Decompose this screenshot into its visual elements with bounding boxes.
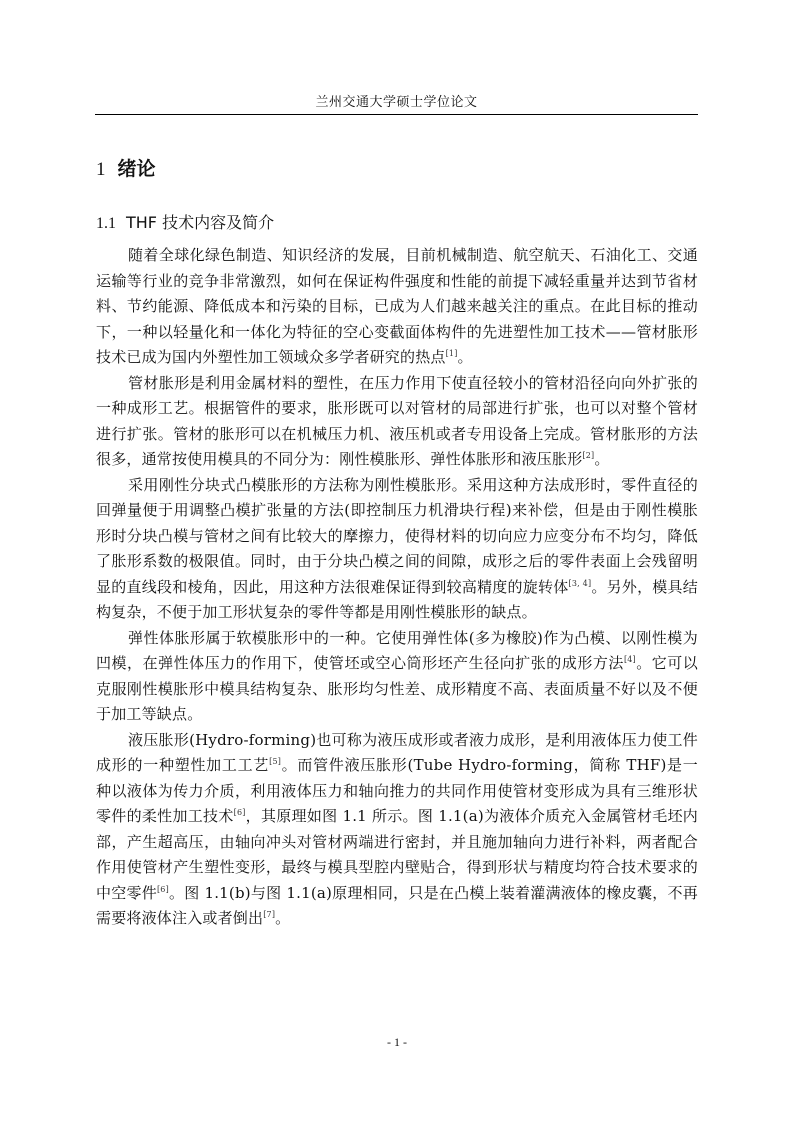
running-header: 兰州交通大学硕士学位论文 bbox=[315, 95, 478, 110]
section-title: THF 技术内容及简介 bbox=[126, 213, 275, 232]
citation-ref: [4] bbox=[623, 655, 636, 664]
paragraph-text: 。 bbox=[594, 450, 610, 468]
paragraph-text: 液压胀形(Hydro-forming)也可称为液压成形或者液力成形，是利用液体压力使工件成形的一种塑性加工工艺 bbox=[96, 730, 698, 774]
paragraph-text: 弹性体胀形属于软模胀形中的一种。它使用弹性体(多为橡胶)作为凸模、以刚性模为凹模，在弹性体压力的作用下，使管坯或空心筒形坯产生径向扩张的成形方法 bbox=[96, 628, 698, 672]
paragraph-text: 。图 1.1(b)与图 1.1(a)原理相同，只是在凸模上装着灌满液体的橡皮囊，不再需要将液体注入或者倒出 bbox=[96, 883, 698, 927]
header-rule bbox=[95, 114, 698, 115]
citation-ref: [1] bbox=[445, 349, 458, 358]
paragraph-5 bbox=[96, 728, 698, 932]
paragraph-text: 。 bbox=[275, 909, 291, 927]
paragraph-text: 。 bbox=[457, 348, 473, 366]
paragraph-1 bbox=[96, 243, 698, 371]
paragraph-text: 。另外，模具结构复杂，不便于加工形状复杂的零件等都是用刚性模胀形的缺点。 bbox=[96, 577, 698, 621]
section-heading bbox=[96, 211, 274, 236]
citation-ref: [5] bbox=[269, 757, 282, 766]
paragraph-2 bbox=[96, 371, 698, 473]
paragraph-text: 。它可以克服刚性模胀形中模具结构复杂、胀形均匀性差、成形精度不高、表面质量不好以及不便于加工等缺点。 bbox=[96, 654, 698, 723]
body-text bbox=[96, 243, 698, 932]
citation-ref: [3, 4] bbox=[568, 578, 592, 588]
citation-ref: [6] bbox=[156, 884, 169, 894]
citation-ref: [6] bbox=[233, 808, 246, 817]
paragraph-text: 管材胀形是利用金属材料的塑性，在压力作用下使直径较小的管材沿径向向外扩张的一种成形工艺。根据管件的要求，胀形既可以对管材的局部进行扩张，也可以对整个管材进行扩张。管材的胀形可以在机械压力机、液压机或者专用设备上完成。管材胀形的方法很多，通常按使用模具的不同分为：刚性模胀形、弹性体胀形和液压胀形 bbox=[96, 373, 698, 468]
page-number: - 1 - bbox=[387, 1035, 407, 1049]
paragraph-3 bbox=[96, 473, 698, 626]
chapter-heading bbox=[96, 156, 156, 183]
citation-ref: [7] bbox=[263, 910, 276, 919]
paragraph-4 bbox=[96, 626, 698, 728]
chapter-title: 绪论 bbox=[117, 158, 156, 180]
paragraph-text: ，其原理如图 1.1 所示。图 1.1(a)为液体介质充入金属管材毛坯内部，产生超高压，由轴向冲头对管材两端进行密封，并且施加轴向力进行补料，两者配合作用使管材产生塑性变形，最终与模具型腔内壁贴合，得到形状与精度均符合技术要求的中空零件 bbox=[96, 807, 698, 902]
citation-ref: [2] bbox=[582, 451, 595, 460]
paragraph-text: 随着全球化绿色制造、知识经济的发展，目前机械制造、航空航天、石油化工、交通运输等行业的竞争非常激烈，如何在保证构件强度和性能的前提下减轻重量并达到节省材料、节约能源、降低成本和污染的目标，已成为人们越来越关注的重点。在此目标的推动下，一种以轻量化和一体化为特征的空心变截面体构件的先进塑性加工技术——管材胀形技术已成为国内外塑性加工领域众多学者研究的热点 bbox=[96, 246, 698, 366]
paragraph-text: 采用刚性分块式凸模胀形的方法称为刚性模胀形。采用这种方法成形时，零件直径的回弹量便于用调整凸模扩张量的方法(即控制压力机滑块行程)来补偿，但是由于刚性模胀形时分块凸模与管材之间有比较大的摩擦力，使得材料的切向应力应变分布不均匀，降低了胀形系数的极限值。同时，由于分块凸模之间的间隙，成形之后的零件表面上会残留明显的直线段和棱角，因此，用这种方法很难保证得到较高精度的旋转体 bbox=[96, 475, 698, 596]
section-number: 1.1 bbox=[96, 215, 116, 232]
chapter-number: 1 bbox=[96, 159, 106, 180]
paragraph-text: 。而管件液压胀形(Tube Hydro-forming，简称 THF)是一种以液体为传力介质，利用液体压力和轴向推力的共同作用使管材变形成为具有三维形状零件的柔性加工技术 bbox=[96, 756, 698, 825]
